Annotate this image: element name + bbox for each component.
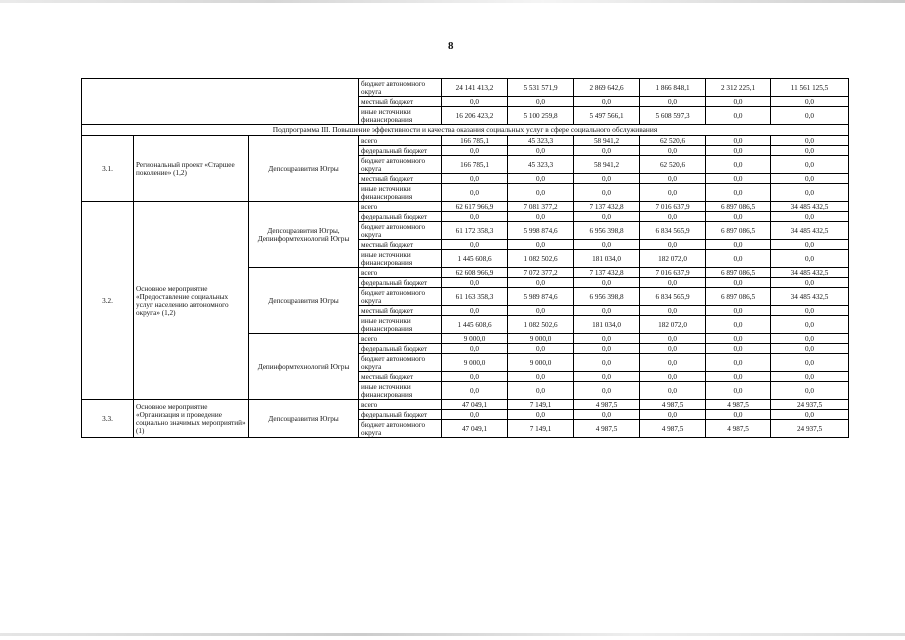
amount-cell: 7 137 432,8 xyxy=(574,202,640,212)
amount-cell: 4 987,5 xyxy=(640,400,706,410)
funding-source-cell: иные источники финансирования xyxy=(359,250,442,268)
amount-cell: 9 000,0 xyxy=(508,334,574,344)
amount-cell: 9 000,0 xyxy=(442,354,508,372)
scan-edge-top xyxy=(0,0,905,3)
funding-source-cell: федеральный бюджет xyxy=(359,146,442,156)
amount-cell: 181 034,0 xyxy=(574,250,640,268)
amount-cell: 24 937,5 xyxy=(771,400,849,410)
amount-cell: 0,0 xyxy=(442,240,508,250)
amount-cell: 0,0 xyxy=(640,278,706,288)
amount-cell: 6 897 086,5 xyxy=(706,222,771,240)
amount-cell: 0,0 xyxy=(640,344,706,354)
item-name: Основное мероприятие «Предоставление социальных услуг населению автономного округа» (1,2) xyxy=(134,202,249,400)
funding-source-cell: иные источники финансирования xyxy=(359,107,442,125)
executor-name: Депсоцразвития Югры, Депинформтехнологий Югры xyxy=(249,202,359,268)
amount-cell: 0,0 xyxy=(640,212,706,222)
page-number: 8 xyxy=(448,40,454,52)
amount-cell: 0,0 xyxy=(771,212,849,222)
subprogram-row xyxy=(82,125,849,136)
amount-cell: 0,0 xyxy=(706,316,771,334)
amount-cell: 0,0 xyxy=(706,174,771,184)
amount-cell: 0,0 xyxy=(442,146,508,156)
amount-cell: 0,0 xyxy=(640,306,706,316)
amount-cell: 0,0 xyxy=(771,316,849,334)
amount-cell: 0,0 xyxy=(640,184,706,202)
amount-cell: 61 172 358,3 xyxy=(442,222,508,240)
funding-source-cell: бюджет автономного округа xyxy=(359,354,442,372)
amount-cell: 45 323,3 xyxy=(508,136,574,146)
amount-cell: 62 520,6 xyxy=(640,156,706,174)
amount-cell: 24 141 413,2 xyxy=(442,79,508,97)
amount-cell: 1 445 608,6 xyxy=(442,316,508,334)
amount-cell: 6 897 086,5 xyxy=(706,202,771,212)
amount-cell: 6 897 086,5 xyxy=(706,268,771,278)
funding-source-cell: федеральный бюджет xyxy=(359,278,442,288)
item-name: Основное мероприятие «Организация и проведение социально значимых мероприятий» (1) xyxy=(134,400,249,438)
amount-cell: 0,0 xyxy=(574,334,640,344)
amount-cell: 1 082 502,6 xyxy=(508,250,574,268)
amount-cell: 182 072,0 xyxy=(640,316,706,334)
amount-cell: 16 206 423,2 xyxy=(442,107,508,125)
funding-source-cell: иные источники финансирования xyxy=(359,184,442,202)
amount-cell: 0,0 xyxy=(508,410,574,420)
amount-cell: 1 445 608,6 xyxy=(442,250,508,268)
amount-cell: 0,0 xyxy=(771,354,849,372)
funding-source-cell: бюджет автономного округа xyxy=(359,420,442,438)
amount-cell: 0,0 xyxy=(706,156,771,174)
amount-cell: 2 869 642,6 xyxy=(574,79,640,97)
amount-cell: 0,0 xyxy=(706,354,771,372)
amount-cell: 62 608 966,9 xyxy=(442,268,508,278)
amount-cell: 0,0 xyxy=(706,136,771,146)
amount-cell: 0,0 xyxy=(508,372,574,382)
executor-name: Депсоцразвития Югры xyxy=(249,400,359,438)
amount-cell: 0,0 xyxy=(574,240,640,250)
funding-source-cell: местный бюджет xyxy=(359,174,442,184)
amount-cell: 0,0 xyxy=(771,344,849,354)
amount-cell: 0,0 xyxy=(508,184,574,202)
amount-cell: 61 163 358,3 xyxy=(442,288,508,306)
executor-name: Депсоцразвития Югры xyxy=(249,268,359,334)
amount-cell: 6 897 086,5 xyxy=(706,288,771,306)
amount-cell: 0,0 xyxy=(771,174,849,184)
amount-cell: 6 956 398,8 xyxy=(574,222,640,240)
amount-cell: 0,0 xyxy=(640,334,706,344)
amount-cell: 9 000,0 xyxy=(442,334,508,344)
amount-cell: 0,0 xyxy=(508,240,574,250)
amount-cell: 7 072 377,2 xyxy=(508,268,574,278)
amount-cell: 166 785,1 xyxy=(442,156,508,174)
funding-source-cell: бюджет автономного округа xyxy=(359,222,442,240)
amount-cell: 45 323,3 xyxy=(508,156,574,174)
scan-edge-bottom xyxy=(0,633,905,636)
amount-cell: 0,0 xyxy=(706,184,771,202)
amount-cell: 2 312 225,1 xyxy=(706,79,771,97)
amount-cell: 0,0 xyxy=(771,184,849,202)
amount-cell: 5 608 597,3 xyxy=(640,107,706,125)
amount-cell: 0,0 xyxy=(771,146,849,156)
amount-cell: 0,0 xyxy=(442,97,508,107)
amount-cell: 0,0 xyxy=(574,278,640,288)
amount-cell: 4 987,5 xyxy=(706,420,771,438)
amount-cell: 0,0 xyxy=(508,174,574,184)
amount-cell: 47 049,1 xyxy=(442,400,508,410)
table-row xyxy=(82,202,849,212)
amount-cell: 5 989 874,6 xyxy=(508,288,574,306)
amount-cell: 58 941,2 xyxy=(574,156,640,174)
amount-cell: 166 785,1 xyxy=(442,136,508,146)
amount-cell: 0,0 xyxy=(574,174,640,184)
item-code: 3.1. xyxy=(82,136,134,202)
amount-cell: 1 866 848,1 xyxy=(640,79,706,97)
amount-cell: 0,0 xyxy=(442,306,508,316)
funding-source-cell: федеральный бюджет xyxy=(359,212,442,222)
amount-cell: 0,0 xyxy=(640,382,706,400)
amount-cell: 0,0 xyxy=(771,97,849,107)
amount-cell: 0,0 xyxy=(771,334,849,344)
amount-cell: 0,0 xyxy=(442,212,508,222)
subprogram-title: Подпрограмма III. Повышение эффективности и качества оказания социальных услуг в сфере социального обслуживания xyxy=(82,125,849,136)
funding-source-cell: иные источники финансирования xyxy=(359,382,442,400)
amount-cell: 0,0 xyxy=(640,354,706,372)
amount-cell: 0,0 xyxy=(574,212,640,222)
funding-source-cell: всего xyxy=(359,136,442,146)
amount-cell: 47 049,1 xyxy=(442,420,508,438)
amount-cell: 0,0 xyxy=(442,278,508,288)
amount-cell: 0,0 xyxy=(442,344,508,354)
funding-source-cell: местный бюджет xyxy=(359,240,442,250)
amount-cell: 5 998 874,6 xyxy=(508,222,574,240)
amount-cell: 34 485 432,5 xyxy=(771,288,849,306)
amount-cell: 0,0 xyxy=(640,174,706,184)
amount-cell: 0,0 xyxy=(771,107,849,125)
funding-source-cell: всего xyxy=(359,334,442,344)
amount-cell: 0,0 xyxy=(771,240,849,250)
amount-cell: 0,0 xyxy=(706,278,771,288)
table-row xyxy=(82,136,849,146)
executor-name: Депсоцразвития Югры xyxy=(249,136,359,202)
amount-cell: 0,0 xyxy=(771,278,849,288)
amount-cell: 0,0 xyxy=(508,344,574,354)
amount-cell: 0,0 xyxy=(771,156,849,174)
amount-cell: 0,0 xyxy=(706,334,771,344)
amount-cell: 0,0 xyxy=(574,354,640,372)
amount-cell: 0,0 xyxy=(706,240,771,250)
amount-cell: 7 016 637,9 xyxy=(640,202,706,212)
amount-cell: 6 834 565,9 xyxy=(640,222,706,240)
funding-source-cell: всего xyxy=(359,202,442,212)
amount-cell: 0,0 xyxy=(640,146,706,156)
funding-source-cell: иные источники финансирования xyxy=(359,316,442,334)
amount-cell: 0,0 xyxy=(706,372,771,382)
amount-cell: 0,0 xyxy=(706,306,771,316)
amount-cell: 6 834 565,9 xyxy=(640,288,706,306)
amount-cell: 0,0 xyxy=(442,184,508,202)
amount-cell: 0,0 xyxy=(706,344,771,354)
amount-cell: 58 941,2 xyxy=(574,136,640,146)
funding-source-cell: всего xyxy=(359,268,442,278)
budget-table xyxy=(81,78,849,438)
item-code: 3.2. xyxy=(82,202,134,400)
amount-cell: 5 100 259,8 xyxy=(508,107,574,125)
funding-source-cell: бюджет автономного округа xyxy=(359,156,442,174)
funding-source-cell: федеральный бюджет xyxy=(359,410,442,420)
table-row xyxy=(82,400,849,410)
amount-cell: 34 485 432,5 xyxy=(771,222,849,240)
amount-cell: 4 987,5 xyxy=(640,420,706,438)
amount-cell: 0,0 xyxy=(706,250,771,268)
amount-cell: 0,0 xyxy=(640,410,706,420)
amount-cell: 0,0 xyxy=(508,212,574,222)
funding-source-cell: всего xyxy=(359,400,442,410)
amount-cell: 5 497 566,1 xyxy=(574,107,640,125)
amount-cell: 34 485 432,5 xyxy=(771,268,849,278)
amount-cell: 7 137 432,8 xyxy=(574,268,640,278)
amount-cell: 0,0 xyxy=(706,97,771,107)
amount-cell: 7 149,1 xyxy=(508,400,574,410)
amount-cell: 0,0 xyxy=(508,97,574,107)
funding-source-cell: местный бюджет xyxy=(359,306,442,316)
amount-cell: 7 149,1 xyxy=(508,420,574,438)
amount-cell: 0,0 xyxy=(771,306,849,316)
amount-cell: 0,0 xyxy=(508,306,574,316)
amount-cell: 0,0 xyxy=(771,136,849,146)
amount-cell: 0,0 xyxy=(574,97,640,107)
amount-cell: 0,0 xyxy=(771,382,849,400)
funding-source-cell: бюджет автономного округа xyxy=(359,79,442,97)
amount-cell: 0,0 xyxy=(508,278,574,288)
amount-cell: 0,0 xyxy=(706,382,771,400)
amount-cell: 0,0 xyxy=(442,382,508,400)
amount-cell: 0,0 xyxy=(640,97,706,107)
amount-cell: 0,0 xyxy=(574,410,640,420)
item-code: 3.3. xyxy=(82,400,134,438)
amount-cell: 0,0 xyxy=(706,212,771,222)
amount-cell: 1 082 502,6 xyxy=(508,316,574,334)
table-row xyxy=(82,79,849,97)
amount-cell: 7 016 637,9 xyxy=(640,268,706,278)
amount-cell: 0,0 xyxy=(508,382,574,400)
amount-cell: 5 531 571,9 xyxy=(508,79,574,97)
executor-name: Депинформтехнологий Югры xyxy=(249,334,359,400)
amount-cell: 9 000,0 xyxy=(508,354,574,372)
amount-cell: 0,0 xyxy=(771,250,849,268)
amount-cell: 0,0 xyxy=(771,372,849,382)
amount-cell: 0,0 xyxy=(442,372,508,382)
amount-cell: 62 520,6 xyxy=(640,136,706,146)
amount-cell: 182 072,0 xyxy=(640,250,706,268)
amount-cell: 0,0 xyxy=(442,174,508,184)
amount-cell: 0,0 xyxy=(771,410,849,420)
amount-cell: 4 987,5 xyxy=(574,400,640,410)
amount-cell: 7 081 377,2 xyxy=(508,202,574,212)
amount-cell: 6 956 398,8 xyxy=(574,288,640,306)
amount-cell: 24 937,5 xyxy=(771,420,849,438)
item-name: Региональный проект «Старшее поколение» (1,2) xyxy=(134,136,249,202)
amount-cell: 0,0 xyxy=(706,410,771,420)
amount-cell: 4 987,5 xyxy=(706,400,771,410)
amount-cell: 0,0 xyxy=(706,107,771,125)
funding-source-cell: бюджет автономного округа xyxy=(359,288,442,306)
funding-source-cell: федеральный бюджет xyxy=(359,344,442,354)
amount-cell: 0,0 xyxy=(442,410,508,420)
amount-cell: 0,0 xyxy=(508,146,574,156)
funding-source-cell: местный бюджет xyxy=(359,97,442,107)
amount-cell: 0,0 xyxy=(640,372,706,382)
amount-cell: 0,0 xyxy=(574,146,640,156)
amount-cell: 0,0 xyxy=(574,184,640,202)
amount-cell: 11 561 125,5 xyxy=(771,79,849,97)
amount-cell: 0,0 xyxy=(574,372,640,382)
amount-cell: 0,0 xyxy=(574,382,640,400)
amount-cell: 34 485 432,5 xyxy=(771,202,849,212)
amount-cell: 0,0 xyxy=(574,306,640,316)
funding-source-cell: местный бюджет xyxy=(359,372,442,382)
amount-cell: 4 987,5 xyxy=(574,420,640,438)
amount-cell: 0,0 xyxy=(706,146,771,156)
amount-cell: 0,0 xyxy=(640,240,706,250)
amount-cell: 62 617 966,9 xyxy=(442,202,508,212)
amount-cell: 181 034,0 xyxy=(574,316,640,334)
amount-cell: 0,0 xyxy=(574,344,640,354)
continuation-blank-cell xyxy=(82,79,359,125)
